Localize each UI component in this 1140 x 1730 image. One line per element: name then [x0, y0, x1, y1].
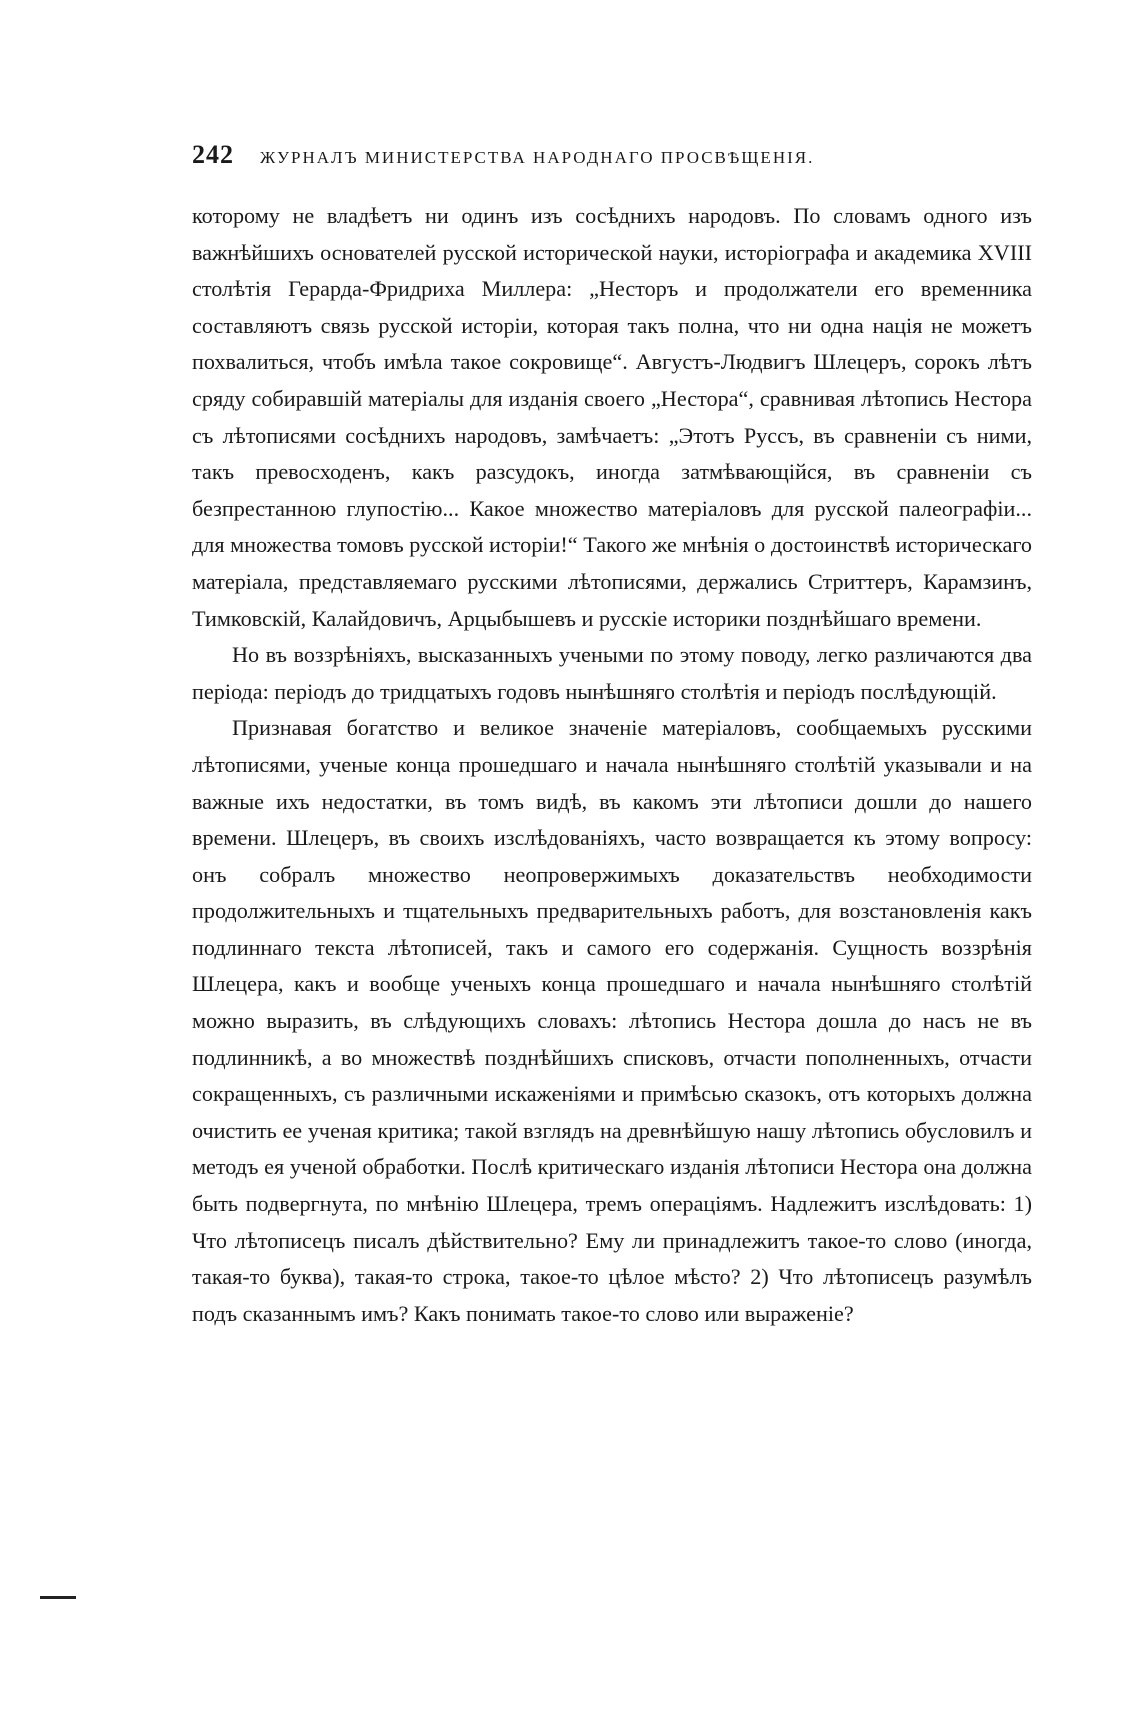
- paragraph-2: Но въ воззрѣніяхъ, высказанныхъ учеными по этому поводу, легко различаются два періода: періодъ до тридцатыхъ годовъ нынѣшняго столѣтія и періодъ послѣдующій.: [192, 642, 1032, 704]
- paragraph-3: Признавая богатство и великое значеніе матеріаловъ, сообщаемыхъ русскими лѣтописями, ученые конца прошедшаго и начала нынѣшняго столѣтій указывали и на важные ихъ недостатки, въ томъ видѣ, въ какомъ эти лѣтописи дошли до нашего времени. Шлецеръ, въ своихъ изслѣдованіяхъ, часто возвращается къ этому вопросу: онъ собралъ множество неопровержимыхъ доказательствъ необходимости продолжительныхъ и тщательныхъ предварительныхъ работъ, для возстановленія какъ подлиннаго текста лѣтописей, такъ и самого его содержанія. Сущность воззрѣнія Шлецера, какъ и вообще ученыхъ конца прошедшаго и начала нынѣшняго столѣтій можно выразить, въ слѣдующихъ словахъ: лѣтопись Нестора дошла до насъ не въ подлинникѣ, а во множествѣ позднѣйшихъ списковъ, отчасти пополненныхъ, отчасти сокращенныхъ, съ различными искаженіями и примѣсью сказокъ, отъ которыхъ должна очистить ее ученая критика; такой взглядъ на древнѣйшую нашу лѣтопись обусловилъ и методъ ея ученой обработки. Послѣ критическаго изданія лѣтописи Нестора она должна быть подвергнута, по мнѣнію Шлецера, тремъ операціямъ. Надлежитъ изслѣдовать: 1) Что лѣтописецъ писалъ дѣйствительно? Ему ли принадлежитъ такое-то слово (иногда, такая-то буква), такая-то строка, такое-то цѣлое мѣсто? 2) Что лѣтописецъ разумѣлъ подъ сказаннымъ имъ? Какъ понимать такое-то слово или выраженіе?: [192, 715, 1032, 1326]
- running-head: [192, 140, 1032, 180]
- body-text: [192, 198, 1032, 1332]
- page-number: 242: [192, 140, 234, 169]
- journal-title: ЖУРНАЛЪ МИНИСТЕРСТВА НАРОДНАГО ПРОСВѢЩЕНІЯ.: [260, 148, 815, 167]
- paragraph-1: которому не владѣетъ ни одинъ изъ сосѣднихъ народовъ. По словамъ одного изъ важнѣйшихъ основателей русской исторической науки, исторіографа и академика XVIII столѣтія Герарда-Фридриха Миллера: „Несторъ и продолжатели его временника составляютъ связь русской исторіи, которая такъ полна, что ни одна нація не можетъ похвалиться, чтобъ имѣла такое сокровище“. Августъ-Людвигъ Шлецеръ, сорокъ лѣтъ сряду собиравшій матеріалы для изданія своего „Нестора“, сравнивая лѣтопись Нестора съ лѣтописями сосѣднихъ народовъ, замѣчаетъ: „Этотъ Руссъ, въ сравненіи съ ними, такъ превосходенъ, какъ разсудокъ, иногда затмѣвающійся, въ сравненіи съ безпрестанною глупостію... Какое множество матеріаловъ для русской палеографіи... для множества томовъ русской исторіи!“ Такого же мнѣнія о достоинствѣ историческаго матеріала, представляемаго русскими лѣтописями, держались Стриттеръ, Карамзинъ, Тимковскій, Калайдовичъ, Арцыбышевъ и русскіе историки позднѣйшаго времени.: [192, 203, 1032, 631]
- margin-dash-mark: [40, 1596, 76, 1599]
